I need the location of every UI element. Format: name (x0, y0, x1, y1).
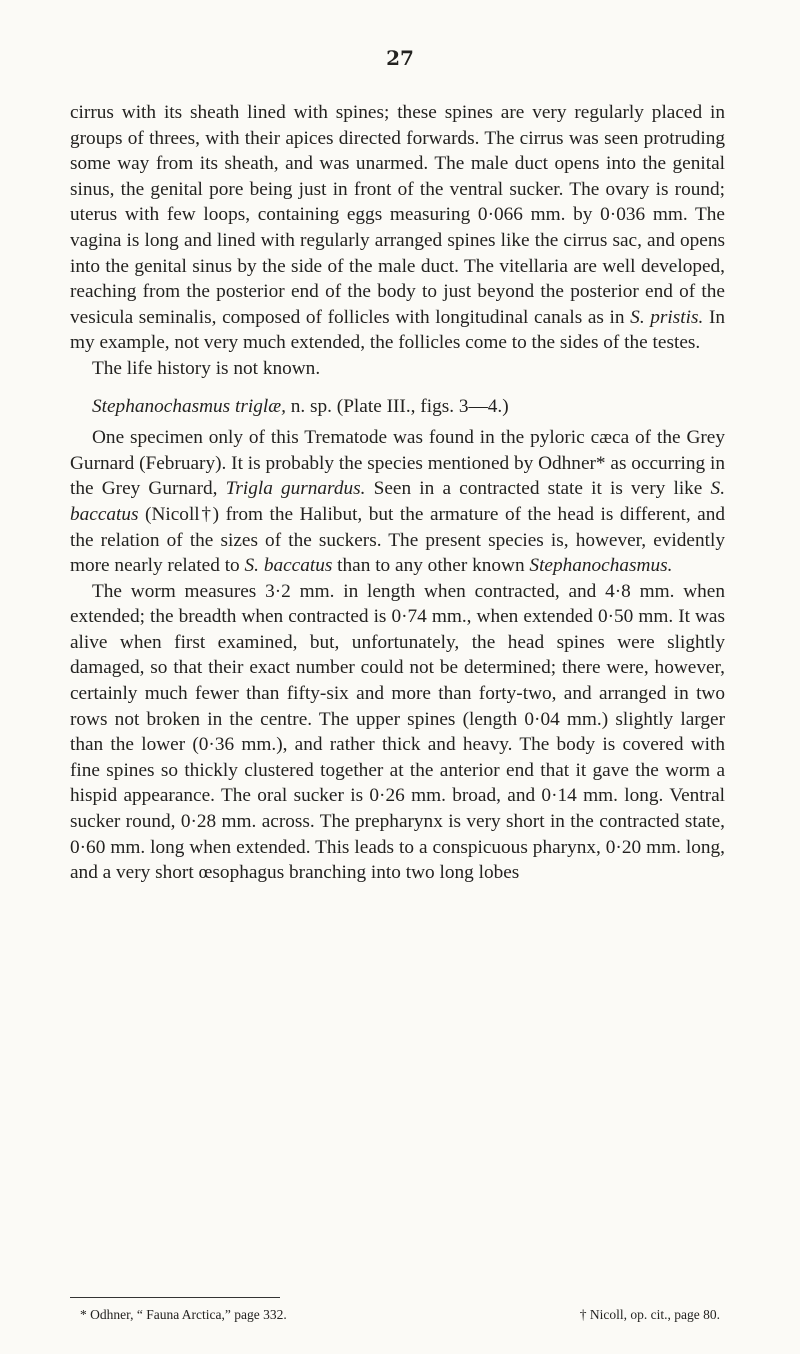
paragraph (70, 100, 725, 356)
text-run: (Nicoll†) from the Halibut, but the armature of the head is different, and the relation of the sizes of the suckers. The present species is, however, evidently more nearly related to (70, 503, 725, 577)
text-run: than to any other known (332, 555, 530, 577)
footnotes (80, 1307, 720, 1323)
page-number: 27 (386, 46, 414, 70)
italic-run: S. pristis. (630, 306, 704, 328)
italic-run: S. baccatus (244, 555, 333, 577)
species-name: Stephanochasmus triglæ, (92, 395, 286, 417)
text-run: In my example, not very much extended, the follicles come to the sides of the testes. (70, 306, 726, 354)
text-run: Seen in a contracted state it is very like (365, 478, 711, 500)
italic-run: S. baccatus (70, 478, 726, 525)
species-heading (70, 394, 725, 420)
body-text (70, 100, 725, 886)
footnote-nicoll: † Nicoll, op. cit., page 80. (579, 1307, 720, 1322)
text-run: cirrus with its sheath lined with spines; these spines are very regularly placed in groups of threes, with their apices directed forwards. The cirrus was seen protruding some way from its sheath, and was unarmed. The male duct opens into the genital sinus, the genital pore being just in front of the ventral sucker. The ovary is round; uterus with few loops, containing eggs measuring 0·066 mm. by 0·036 mm. The vagina is long and lined with regularly arranged spines like the cirrus sac, and opens into the genital sinus by the side of the male duct. The vitellaria are well developed, reaching from the posterior end of the body to just beyond the posterior end of the vesicula seminalis, composed of follicles with longitudinal canals as in (70, 102, 725, 328)
text-run: One specimen only of this Trematode was found in the pyloric cæca of the Grey Gurnard (February). It is probably the species mentioned by Odhner* as occurring in the Grey Gurnard, (70, 427, 725, 500)
paragraph (70, 425, 725, 579)
italic-run: Trigla gurnardus. (225, 478, 366, 500)
paragraph: The life history is not known. (92, 357, 321, 379)
footnote-odhner: * Odhner, “ Fauna Arctica,” page 332. (80, 1307, 287, 1322)
italic-run: Stephanochasmus. (529, 555, 673, 577)
species-heading-rest: n. sp. (Plate III., figs. 3—4.) (285, 395, 509, 417)
paragraph: The worm measures 3·2 mm. in length when contracted, and 4·8 mm. when extended; the breadth when contracted is 0·74 mm., when extended 0·50 mm. It was alive when first examined, but, unfortunately, the head spines were slightly damaged, so that their exact number could not be determined; there were, however, certainly much fewer than fifty-six and more than forty-two, and arranged in two rows not broken in the centre. The upper spines (length 0·04 mm.) slightly larger than the lower (0·36 mm.), and rather thick and heavy. The body is covered with fine spines so thickly clustered together at the anterior end that it gave the worm a hispid appearance. The oral sucker is 0·26 mm. broad, and 0·14 mm. long. Ventral sucker round, 0·28 mm. across. The prepharynx is very short in the contracted state, 0·60 mm. long when extended. This leads to a conspicuous pharynx, 0·20 mm. long, and a very short œsophagus branching into two long lobes (70, 580, 725, 884)
footnote-divider (70, 1297, 280, 1298)
